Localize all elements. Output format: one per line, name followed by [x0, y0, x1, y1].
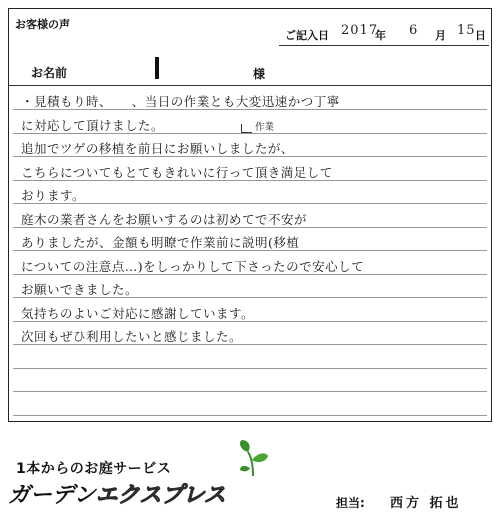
name-redaction-mark — [155, 57, 159, 79]
date-day-unit: 日 — [475, 29, 486, 42]
date-label: ご記入日 — [285, 29, 329, 42]
insertion-note: 作業 — [255, 122, 275, 133]
leaf-logo-icon — [236, 438, 270, 478]
name-row — [9, 49, 491, 87]
name-label: お名前 — [31, 66, 68, 80]
date-day: 15 — [457, 23, 476, 38]
comment-line: 庭木の業者さんをお願いするのは初めてで不安が — [21, 211, 308, 227]
service-tagline: 1本からのお庭サービス — [16, 461, 172, 477]
brand-name-part2: エクスプレス — [95, 483, 226, 508]
staff-name: 西方 拓也 — [390, 496, 462, 511]
form-header — [9, 9, 491, 45]
comment-line: 気持ちのよいご対応に感謝しています。 — [21, 305, 255, 321]
footer — [0, 430, 500, 523]
date-year: 2017 — [341, 23, 379, 38]
comment-line: 次回もぜひ利用したいと感じました。 — [21, 329, 243, 344]
comment-line: についての注意点…)をしっかりして下さったので安心して — [21, 258, 365, 274]
ruled-line — [13, 391, 487, 392]
form-heading: お客様の声 — [15, 18, 70, 31]
comment-area — [9, 91, 491, 421]
comment-line: こちらについてもとてもきれいに行って頂き満足して — [21, 164, 333, 180]
date-year-unit: 年 — [375, 29, 386, 42]
comment-line: ありましたが、金額も明瞭で作業前に説明(移植 — [21, 235, 300, 250]
name-underline — [9, 85, 491, 86]
staff-label: 担当: — [336, 496, 365, 510]
name-suffix: 様 — [253, 67, 266, 81]
date-month: 6 — [409, 23, 419, 38]
comment-line: 追加でツゲの移植を前日にお願いしましたが、 — [21, 141, 294, 156]
ruled-line — [13, 368, 487, 369]
comment-line: ・見積もり時、 、当日の作業とも大変迅速かつ丁寧 — [21, 94, 340, 109]
brand-logo — [8, 478, 226, 508]
ruled-line — [13, 415, 487, 416]
comment-line: に対応して頂けました。 — [21, 117, 165, 133]
comment-line: お願いできました。 — [21, 282, 139, 297]
comment-line: おります。 — [21, 188, 86, 203]
date-underline — [279, 45, 489, 46]
date-month-unit: 月 — [435, 29, 446, 42]
brand-name-part1: ガーデン — [8, 483, 96, 508]
customer-voice-form — [8, 8, 492, 422]
